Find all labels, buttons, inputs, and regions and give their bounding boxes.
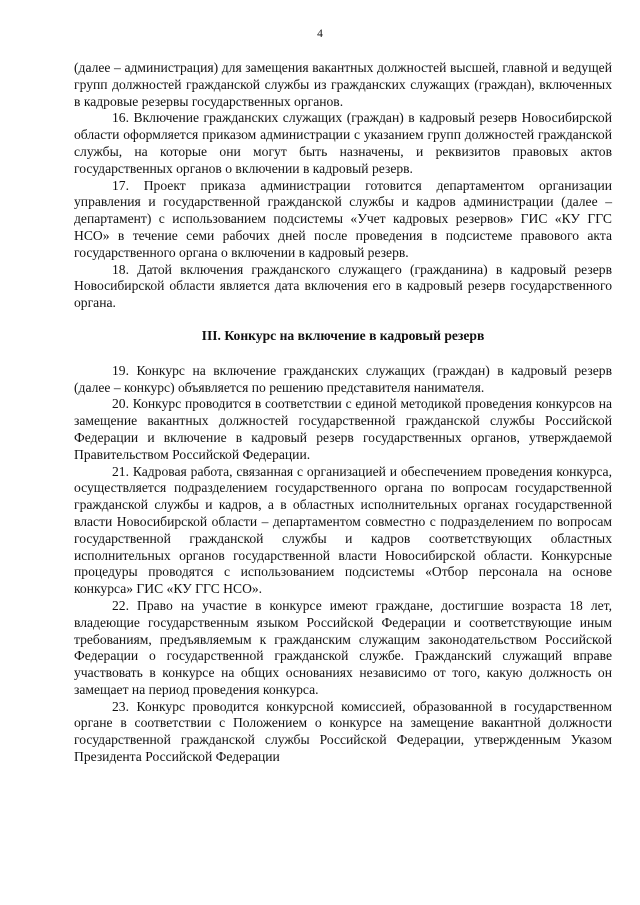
paragraph-21: 21. Кадровая работа, связанная с организацией и обеспечением проведения конкурса, осуществляется подразделением государственного органа по вопросам государственной гражданской службы и кадров, а в областных исполнительных органах государственной власти Новосибирской области – департаментом совместно с подразделением по вопросам государственной гражданской службы и кадров соответствующих областных исполнительных органов государственной власти Новосибирской области. Конкурсные процедуры проводятся с использованием подсистемы «Отбор персонала на основе конкурса» ГИС «КУ ГГС НСО». xyxy=(74,463,612,597)
section-heading: III. Конкурс на включение в кадровый резерв xyxy=(201,327,485,343)
paragraph-23: 23. Конкурс проводится конкурсной комиссией, образованной в государственном органе в соответствии с Положением о конкурсе на замещение вакантной должности государственной гражданской службы Российской Федерации, утвержденным Указом Президента Российской Федерации xyxy=(74,698,612,765)
paragraph-16: 16. Включение гражданских служащих (граждан) в кадровый резерв Новосибирской области оформляется приказом администрации с указанием групп должностей гражданской службы, на которые они могут быть назначены, и реквизитов правовых актов государственных органов о включении в кадровый резерв. xyxy=(74,110,612,176)
paragraph-19: 19. Конкурс на включение гражданских служащих (граждан) в кадровый резерв (далее – конкурс) объявляется по решению представителя нанимателя. xyxy=(74,362,612,395)
paragraph-continuation: (далее – администрация) для замещения вакантных должностей высшей, главной и ведущей групп должностей гражданской службы из гражданских служащих (граждан), включенных в кадровые резервы государственных органов. xyxy=(74,60,612,109)
paragraph-18: 18. Датой включения гражданского служащего (гражданина) в кадровый резерв Новосибирской области является дата включения его в кадровый резерв государственного органа. xyxy=(74,261,612,311)
document-body xyxy=(74,60,612,766)
page-number: 4 xyxy=(317,28,323,40)
paragraph-17: 17. Проект приказа администрации готовится департаментом организации управления и государственной гражданской службы и кадров администрации (далее – департамент) с использованием подсистемы «Учет кадровых резервов» ГИС «КУ ГГС НСО» в течение семи рабочих дней после проведения в подсистеме правового акта государственного органа о включении в кадровый резерв. xyxy=(74,177,612,260)
paragraph-22: 22. Право на участие в конкурсе имеют граждане, достигшие возраста 18 лет, владеющие государственным языком Российской Федерации и соответствующие иным требованиям, предъявляемым к гражданским служащим законодательством Российской Федерации о государственной гражданской службе. Гражданский служащий вправе участвовать в конкурсе на общих основаниях независимо от того, какую должность он замещает на период проведения конкурса. xyxy=(74,597,612,697)
paragraph-20: 20. Конкурс проводится в соответствии с единой методикой проведения конкурсов на замещение вакантных должностей государственной гражданской службы Российской Федерации и включение в кадровый резерв государственных органов, утверждаемой Правительством Российской Федерации. xyxy=(74,396,612,462)
